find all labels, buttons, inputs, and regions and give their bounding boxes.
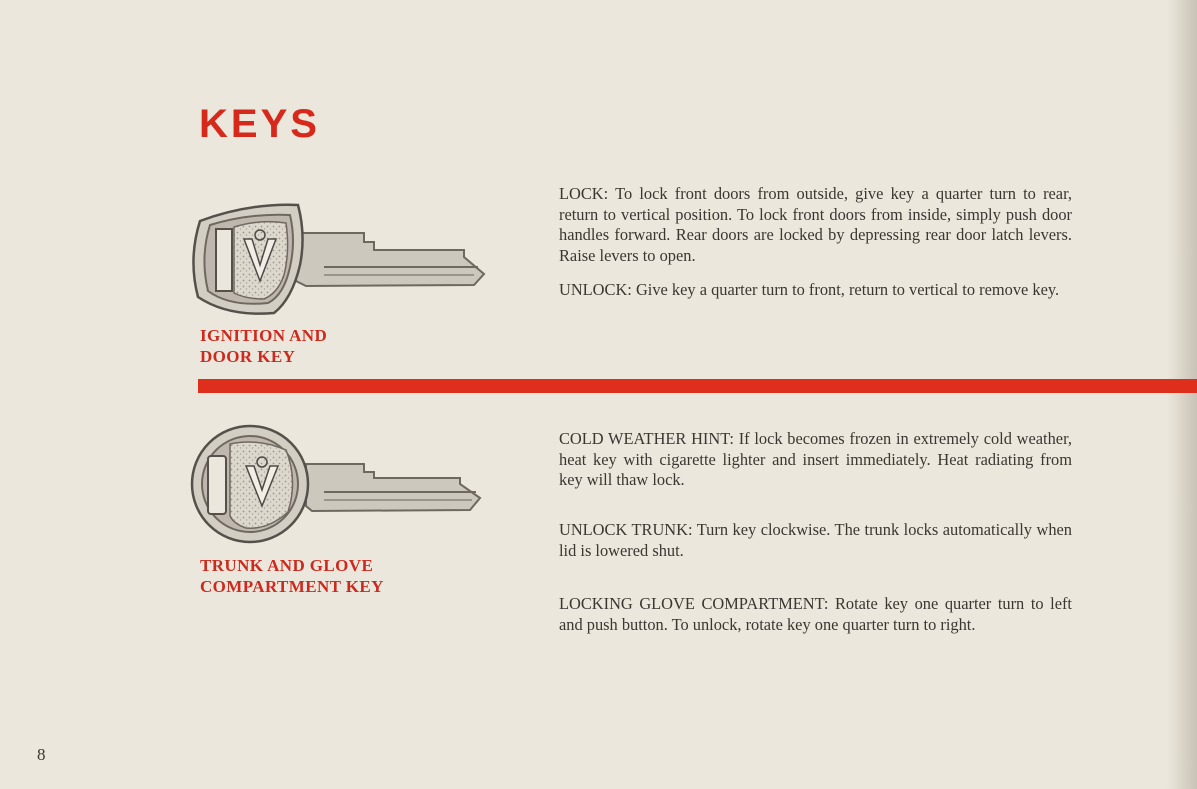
paragraph-text: Give key a quarter turn to front, return to vertical to remove key. bbox=[635, 280, 1060, 299]
caption-line: TRUNK AND GLOVE bbox=[200, 556, 374, 575]
caption-line: DOOR KEY bbox=[200, 347, 296, 366]
trunk-glove-key-caption bbox=[200, 555, 384, 597]
paragraph-text: Turn key clockwise. The trunk locks automatically when lid is lowered shut. bbox=[559, 520, 1072, 560]
caption-line: COMPARTMENT KEY bbox=[200, 577, 384, 596]
glove-compartment-paragraph bbox=[559, 594, 1072, 635]
ignition-door-key-icon bbox=[188, 195, 488, 325]
page-edge-shadow bbox=[1167, 0, 1197, 789]
paragraph-heading: LOCK: bbox=[559, 184, 609, 203]
section-divider bbox=[198, 379, 1197, 393]
paragraph-heading: UNLOCK TRUNK: bbox=[559, 520, 693, 539]
page-title: KEYS bbox=[199, 102, 320, 146]
caption-line: IGNITION AND bbox=[200, 326, 328, 345]
cold-weather-paragraph bbox=[559, 429, 1072, 491]
ignition-door-key-caption bbox=[200, 325, 327, 367]
unlock-paragraph bbox=[559, 280, 1072, 301]
paragraph-text: Rotate key one quarter turn to left and push button. To unlock, rotate key one quarter turn to right. bbox=[559, 594, 1072, 634]
paragraph-text: To lock front doors from outside, give key a quarter turn to rear, return to vertical position. To lock front doors from inside, simply push door handles forward. Rear doors are locked by depressing rear door latch levers. Raise levers to open. bbox=[559, 184, 1072, 265]
trunk-glove-key-icon bbox=[188, 420, 488, 550]
paragraph-heading: UNLOCK: bbox=[559, 280, 632, 299]
paragraph-heading: COLD WEATHER HINT: bbox=[559, 429, 734, 448]
unlock-trunk-paragraph bbox=[559, 520, 1072, 561]
lock-paragraph bbox=[559, 184, 1072, 266]
page-number: 8 bbox=[37, 745, 46, 764]
paragraph-heading: LOCKING GLOVE COMPARTMENT: bbox=[559, 594, 829, 613]
paragraph-text: If lock becomes frozen in extremely cold weather, heat key with cigarette lighter and insert immediately. Heat radiating from key will thaw lock. bbox=[559, 429, 1072, 489]
